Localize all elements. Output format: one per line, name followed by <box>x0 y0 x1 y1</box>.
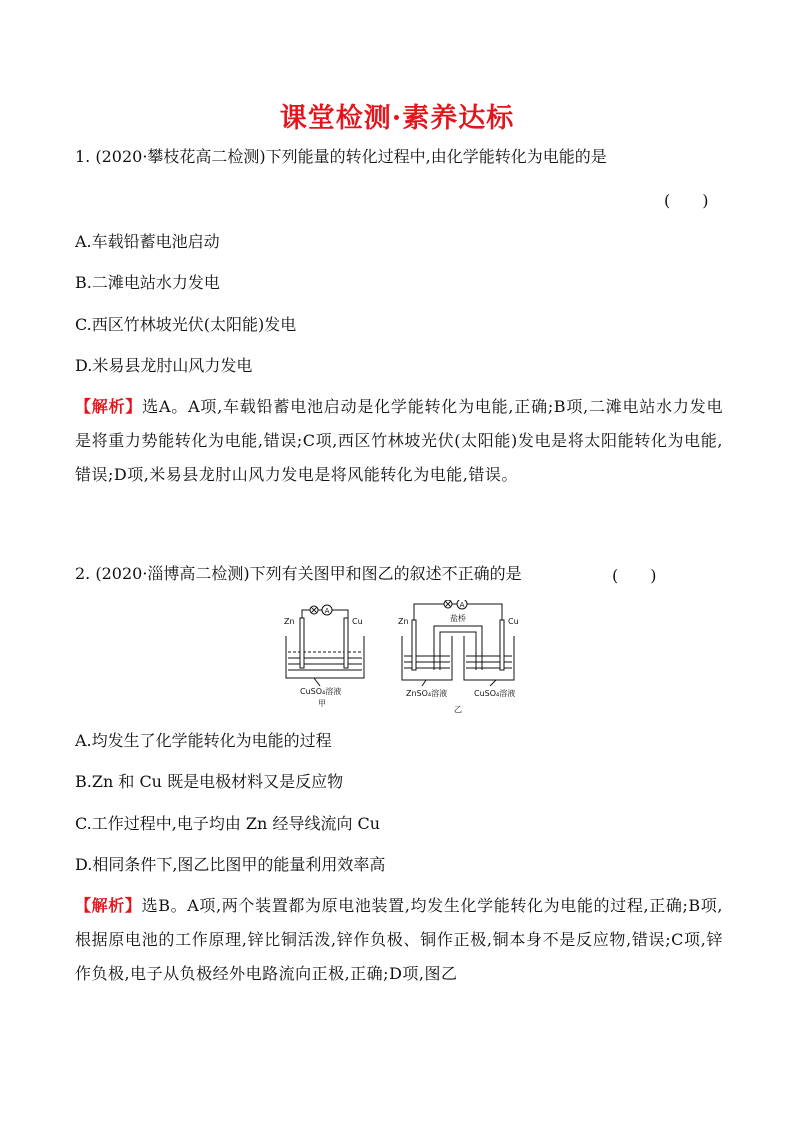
page-title: 课堂检测·素养达标 <box>279 103 515 134</box>
caption-yi: 乙 <box>454 705 462 714</box>
question-2-option-b: B.Zn 和 Cu 既是电极材料又是反应物 <box>75 772 344 791</box>
question-2-option-c: C.工作过程中,电子均由 Zn 经导线流向 Cu <box>75 814 381 833</box>
zn-electrode-yi <box>412 620 416 670</box>
zn-electrode-jia <box>300 618 304 668</box>
cell-jia <box>286 605 364 678</box>
cu-label-yi: Cu <box>508 617 519 626</box>
analysis-text: 选B。A项,两个装置都为原电池装置,均发生化学能转化为电能的过程,正确;B项,根据原电池的工作原理,锌比铜活泼,锌作负极、铜作正极,铜本身不是反应物,错误;C项,锌作负极,电子从负极经外电路流向正极,正确;D项,图乙 <box>75 896 723 983</box>
question-1-stem: 1. (2020·攀枝花高二检测)下列能量的转化过程中,由化学能转化为电能的是 <box>75 147 607 166</box>
galvanic-cell-diagram <box>276 600 526 720</box>
question-1-answer-bracket: ( ) <box>664 191 709 210</box>
cell-yi <box>402 600 514 680</box>
analysis-text: 选A。A项,车载铅蓄电池启动是化学能转化为电能,正确;B项,二滩电站水力发电是将重力势能转化为电能,错误;C项,西区竹林坡光伏(太阳能)发电是将太阳能转化为电能,错误;D项,米易县龙肘山风力发电是将风能转化为电能,错误。 <box>75 397 723 484</box>
solution-label-jia: CuSO₄溶液 <box>300 687 342 696</box>
ammeter-label: A <box>324 607 330 615</box>
question-1-option-c: C.西区竹林坡光伏(太阳能)发电 <box>75 315 297 334</box>
question-2-option-a: A.均发生了化学能转化为电能的过程 <box>75 731 332 750</box>
cu-electrode-jia <box>344 618 348 668</box>
salt-bridge <box>434 626 482 670</box>
solution-label-yi-right: CuSO₄溶液 <box>474 689 516 698</box>
question-1-option-b: B.二滩电站水力发电 <box>75 273 220 292</box>
analysis-tag: 【解析】 <box>75 397 143 416</box>
question-1-option-d: D.米易县龙肘山风力发电 <box>75 356 253 375</box>
cu-label-jia: Cu <box>352 617 363 626</box>
question-2-stem: 2. (2020·淄博高二检测)下列有关图甲和图乙的叙述不正确的是 <box>75 564 522 583</box>
question-2-answer-bracket: ( ) <box>612 566 657 585</box>
question-2-option-d: D.相同条件下,图乙比图甲的能量利用效率高 <box>75 855 386 874</box>
caption-jia: 甲 <box>318 699 326 708</box>
solution-label-yi-left: ZnSO₄溶液 <box>406 689 448 698</box>
question-1-option-a: A.车载铅蓄电池启动 <box>75 232 220 251</box>
cu-electrode-yi <box>500 620 504 670</box>
salt-bridge-label: 盐桥 <box>450 614 466 623</box>
zn-label-jia: Zn <box>284 617 295 626</box>
question-1-analysis <box>75 390 723 492</box>
question-2-analysis <box>75 889 723 991</box>
analysis-tag: 【解析】 <box>75 896 142 915</box>
ammeter-label: A <box>459 601 465 609</box>
zn-label-yi: Zn <box>398 617 409 626</box>
